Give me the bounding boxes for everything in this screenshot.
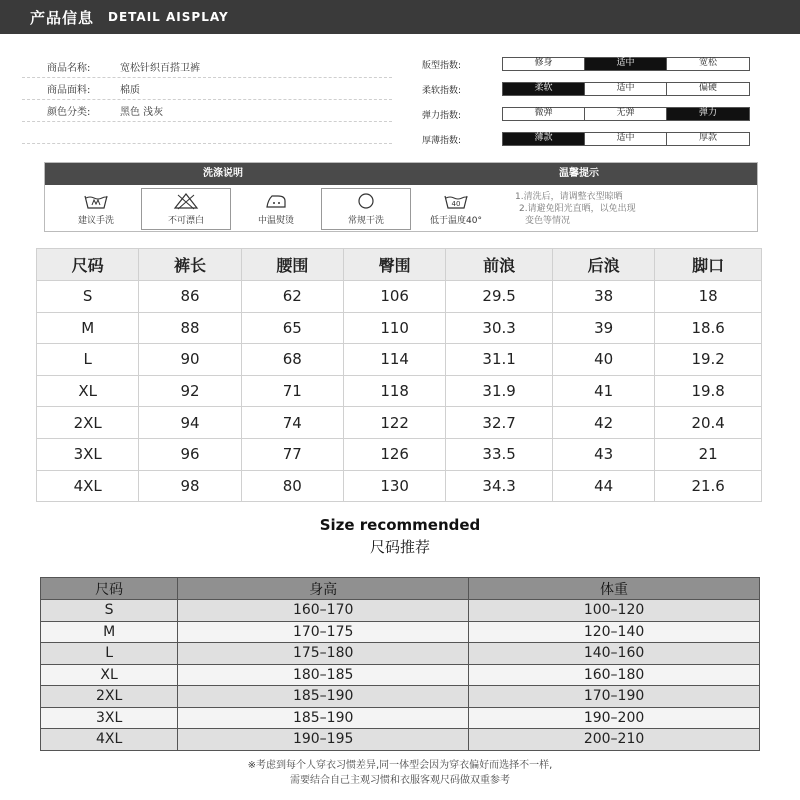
table-cell: S xyxy=(41,600,178,622)
table-cell: 65 xyxy=(241,312,343,344)
tip-line: 变色等情况 xyxy=(525,216,571,226)
wash-label: 中温熨烫 xyxy=(257,216,294,226)
table-cell: 160–170 xyxy=(178,600,469,622)
wash-label: 不可漂白 xyxy=(167,216,204,226)
index-option: 适中 xyxy=(585,133,667,145)
info-value: 宽松针织百搭卫裤 xyxy=(120,63,200,74)
table-row xyxy=(37,407,762,439)
table-row xyxy=(41,686,760,708)
tip-line: 1.清洗后，请调整衣型晾晒 xyxy=(515,192,623,202)
section-title: 产品信息 xyxy=(30,8,95,27)
table-cell: 31.1 xyxy=(446,344,553,376)
index-option: 适中 xyxy=(585,83,667,95)
size-table-header: 前浪 xyxy=(446,249,553,281)
table-row xyxy=(41,707,760,729)
table-cell: 170–175 xyxy=(178,621,469,643)
size-table-header-row xyxy=(37,249,762,281)
table-cell: 18 xyxy=(655,281,762,313)
table-cell: 32.7 xyxy=(446,407,553,439)
index-option: 微弹 xyxy=(503,108,585,120)
section-header xyxy=(0,0,800,34)
wash-item-hand xyxy=(51,188,141,230)
recommend-table-header: 身高 xyxy=(178,578,469,600)
table-row xyxy=(41,600,760,622)
table-cell: M xyxy=(37,312,139,344)
table-cell: 40 xyxy=(552,344,654,376)
table-cell: 190–195 xyxy=(178,729,469,751)
wash-40-icon xyxy=(443,192,469,210)
table-cell: 62 xyxy=(241,281,343,313)
wash-item-temp xyxy=(411,188,501,230)
table-row xyxy=(37,281,762,313)
table-cell: 29.5 xyxy=(446,281,553,313)
table-cell: 39 xyxy=(552,312,654,344)
wash-item-bleach xyxy=(141,188,231,230)
table-cell: 110 xyxy=(343,312,445,344)
table-cell: 31.9 xyxy=(446,375,553,407)
care-header xyxy=(45,163,757,185)
table-cell: 126 xyxy=(343,438,445,470)
table-cell: 106 xyxy=(343,281,445,313)
index-label: 柔软指数: xyxy=(422,85,462,96)
index-option: 弹力 xyxy=(667,108,749,120)
size-table-header: 裤长 xyxy=(139,249,241,281)
size-table-header: 后浪 xyxy=(552,249,654,281)
table-cell: S xyxy=(37,281,139,313)
table-cell: M xyxy=(41,621,178,643)
table-cell: L xyxy=(41,643,178,665)
table-cell: 140–160 xyxy=(469,643,760,665)
table-cell: 94 xyxy=(139,407,241,439)
table-cell: 80 xyxy=(241,470,343,502)
table-cell: 170–190 xyxy=(469,686,760,708)
table-cell: 190–200 xyxy=(469,707,760,729)
table-cell: 44 xyxy=(552,470,654,502)
table-row xyxy=(41,729,760,751)
size-table-header: 臀围 xyxy=(343,249,445,281)
table-cell: 96 xyxy=(139,438,241,470)
section-subtitle: DETAIL AISPLAY xyxy=(108,10,229,24)
info-row-color xyxy=(22,100,392,122)
table-cell: 41 xyxy=(552,375,654,407)
index-option: 薄款 xyxy=(503,133,585,145)
table-cell: 118 xyxy=(343,375,445,407)
table-cell: 160–180 xyxy=(469,664,760,686)
table-cell: 185–190 xyxy=(178,707,469,729)
table-cell: 2XL xyxy=(41,686,178,708)
wash-icons xyxy=(45,185,505,233)
wash-instructions-title: 洗涤说明 xyxy=(203,168,243,179)
care-panel xyxy=(44,162,758,232)
index-options xyxy=(502,132,750,146)
size-table-header: 腰围 xyxy=(241,249,343,281)
table-cell: 120–140 xyxy=(469,621,760,643)
size-table-header: 脚口 xyxy=(655,249,762,281)
tips-title: 温馨提示 xyxy=(559,168,599,179)
index-label: 版型指数: xyxy=(422,60,462,71)
index-options xyxy=(502,82,750,96)
table-cell: 122 xyxy=(343,407,445,439)
table-cell: 18.6 xyxy=(655,312,762,344)
table-cell: 88 xyxy=(139,312,241,344)
recommend-table xyxy=(40,577,760,751)
table-row xyxy=(41,664,760,686)
table-cell: 3XL xyxy=(41,707,178,729)
tip-line: 2.请避免阳光直晒，以免出现 xyxy=(519,204,636,214)
index-option: 修身 xyxy=(503,58,585,70)
table-cell: 3XL xyxy=(37,438,139,470)
table-cell: 4XL xyxy=(37,470,139,502)
size-recommended-title xyxy=(0,516,800,557)
tips-text xyxy=(505,185,757,233)
index-option: 厚款 xyxy=(667,133,749,145)
recommend-table-header-row xyxy=(41,578,760,600)
recommend-table-header: 体重 xyxy=(469,578,760,600)
table-cell: 175–180 xyxy=(178,643,469,665)
table-cell: 34.3 xyxy=(446,470,553,502)
table-cell: 21 xyxy=(655,438,762,470)
index-option: 宽松 xyxy=(667,58,749,70)
table-cell: 19.8 xyxy=(655,375,762,407)
table-row xyxy=(37,470,762,502)
index-option: 无弹 xyxy=(585,108,667,120)
index-options xyxy=(502,57,750,71)
info-row-name xyxy=(22,56,392,78)
index-row xyxy=(422,108,750,120)
table-cell: 200–210 xyxy=(469,729,760,751)
table-cell: XL xyxy=(41,664,178,686)
table-row xyxy=(41,643,760,665)
table-cell: 98 xyxy=(139,470,241,502)
info-value: 棉质 xyxy=(120,85,140,96)
table-cell: 20.4 xyxy=(655,407,762,439)
table-cell: 43 xyxy=(552,438,654,470)
table-cell: L xyxy=(37,344,139,376)
table-cell: 100–120 xyxy=(469,600,760,622)
table-cell: 30.3 xyxy=(446,312,553,344)
wash-label: 常规干洗 xyxy=(347,216,384,226)
table-cell: 114 xyxy=(343,344,445,376)
note-line: 需要结合自己主观习惯和衣服客观尺码做双重参考 xyxy=(290,775,510,786)
index-option: 偏硬 xyxy=(667,83,749,95)
table-row xyxy=(37,375,762,407)
note-line: ※考虑到每个人穿衣习惯差异,同一体型会因为穿衣偏好而选择不一样, xyxy=(247,760,553,771)
table-cell: 74 xyxy=(241,407,343,439)
info-key: 商品面料: xyxy=(47,85,91,96)
no-bleach-icon xyxy=(173,192,199,210)
table-cell: 92 xyxy=(139,375,241,407)
table-cell: 2XL xyxy=(37,407,139,439)
table-cell: 4XL xyxy=(41,729,178,751)
product-info xyxy=(22,56,392,144)
table-cell: 68 xyxy=(241,344,343,376)
wash-label: 建议手洗 xyxy=(77,216,114,226)
dry-clean-icon xyxy=(353,192,379,210)
table-row xyxy=(37,312,762,344)
size-table xyxy=(36,248,762,502)
table-cell: 71 xyxy=(241,375,343,407)
size-table-header: 尺码 xyxy=(37,249,139,281)
index-row xyxy=(422,83,750,95)
fit-indexes xyxy=(422,58,750,158)
table-cell: 130 xyxy=(343,470,445,502)
index-option: 适中 xyxy=(585,58,667,70)
table-cell: 86 xyxy=(139,281,241,313)
index-row xyxy=(422,58,750,70)
index-label: 弹力指数: xyxy=(422,110,462,121)
table-cell: 38 xyxy=(552,281,654,313)
table-cell: 42 xyxy=(552,407,654,439)
recommend-table-header: 尺码 xyxy=(41,578,178,600)
index-options xyxy=(502,107,750,121)
table-cell: 19.2 xyxy=(655,344,762,376)
index-label: 厚薄指数: xyxy=(422,135,462,146)
table-cell: 90 xyxy=(139,344,241,376)
table-cell: XL xyxy=(37,375,139,407)
footnote xyxy=(0,758,800,788)
hand-wash-icon xyxy=(83,192,109,210)
table-cell: 77 xyxy=(241,438,343,470)
wash-item-dryclean xyxy=(321,188,411,230)
table-cell: 180–185 xyxy=(178,664,469,686)
table-row xyxy=(37,438,762,470)
table-cell: 185–190 xyxy=(178,686,469,708)
rec-title-en: Size recommended xyxy=(319,516,481,534)
index-option: 柔软 xyxy=(503,83,585,95)
index-row xyxy=(422,133,750,145)
svg-text:40: 40 xyxy=(451,200,461,208)
wash-item-iron xyxy=(231,188,321,230)
wash-label: 低于温度40° xyxy=(430,216,482,226)
info-row-fabric xyxy=(22,78,392,100)
medium-iron-icon xyxy=(263,192,289,210)
info-key: 商品名称: xyxy=(47,63,91,74)
table-cell: 33.5 xyxy=(446,438,553,470)
table-row xyxy=(37,344,762,376)
info-row-spacer xyxy=(22,122,392,144)
rec-title-cn: 尺码推荐 xyxy=(369,538,430,556)
info-value: 黑色 浅灰 xyxy=(120,107,164,118)
table-cell: 21.6 xyxy=(655,470,762,502)
table-row xyxy=(41,621,760,643)
info-key: 颜色分类: xyxy=(47,107,91,118)
